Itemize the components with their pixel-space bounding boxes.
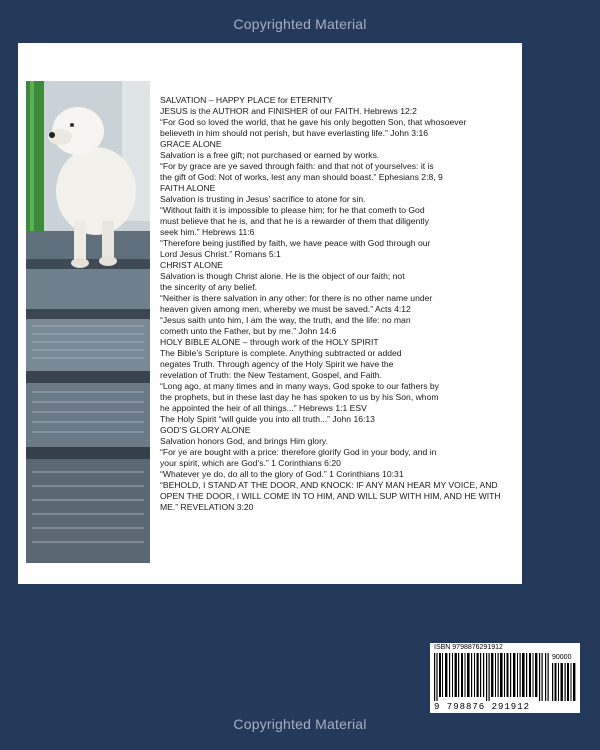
text-line: must believe that he is, and that he is a rewarder of them that diligently [160, 216, 429, 226]
text-line: negates Truth. Through agency of the Holy Spirit we have the [160, 359, 394, 369]
text-line: “Long ago, at many times and in many ways, God spoke to our fathers by [160, 381, 439, 391]
text-line: The Bible’s Scripture is complete. Anything subtracted or added [160, 348, 402, 358]
text-line: “Jesus saith unto him, I am the way, the truth, and the life: no man [160, 315, 411, 325]
text-line: the sincerity of any belief. [160, 282, 257, 292]
text-line: “For God so loved the world, that he gave his only begotten Son, that whosoever [160, 117, 467, 127]
price-barcode-bars [552, 663, 576, 701]
text-line: Salvation is though Christ alone. He is the object of our faith; not [160, 271, 405, 281]
text-line: he appointed the heir of all things...” Hebrews 1:1 ESV [160, 403, 367, 413]
text-line: OPEN THE DOOR, I WILL COME IN TO HIM, AND WILL SUP WITH HIM, AND HE WITH [160, 491, 501, 501]
text-line: revelation of Truth: the New Testament, Gospel, and Faith. [160, 370, 382, 380]
text-line: heaven given among men, whereby we must be saved.” Acts 4:12 [160, 304, 411, 314]
text-line: The Holy Spirit “will guide you into all truth...” John 16:13 [160, 414, 375, 424]
watermark-top: Copyrighted Material [233, 16, 367, 32]
text-line: FAITH ALONE [160, 183, 216, 193]
text-line: “For ye are bought with a price: therefore glorify God in your body, and in [160, 447, 437, 457]
text-line: “Neither is there salvation in any other: for there is no other name under [160, 293, 433, 303]
dog-on-stairs-photo [26, 81, 150, 563]
text-line: “BEHOLD, I STAND AT THE DOOR, AND KNOCK: IF ANY MAN HEAR MY VOICE, AND [160, 480, 498, 490]
barcode-bars [434, 653, 550, 701]
text-line: CHRIST ALONE [160, 260, 223, 270]
barcode-number: 9 798876 291912 [434, 702, 531, 712]
text-line: the prophets, but in these last day he has spoken to us by his Son, whom [160, 392, 439, 402]
text-line: GRACE ALONE [160, 139, 222, 149]
watermark-bottom: Copyrighted Material [233, 716, 367, 732]
text-line: cometh unto the Father, but by me.” John 14:6 [160, 326, 337, 336]
text-line: GOD’S GLORY ALONE [160, 425, 251, 435]
text-line: Salvation honors God, and brings Him glory. [160, 436, 328, 446]
text-line: SALVATION – HAPPY PLACE for ETERNITY [160, 95, 333, 105]
isbn-label: ISBN 9798876291912 [434, 644, 503, 651]
text-line: “Without faith it is impossible to please him; for he that cometh to God [160, 205, 425, 215]
text-line: seek him.” Hebrews 11:6 [160, 227, 255, 237]
text-line: “For by grace are ye saved through faith: and that not of yourselves: it is [160, 161, 434, 171]
text-line: “Therefore being justified by faith, we have peace with God through our [160, 238, 431, 248]
back-cover-panel [18, 43, 522, 584]
text-line: “Whatever ye do, do all to the glory of God.” 1 Corinthians 10:31 [160, 469, 404, 479]
price-code: 90000 [552, 654, 572, 661]
text-line: the gift of God: Not of works, lest any man should boast.” Ephesians 2:8, 9 [160, 172, 443, 182]
text-line: HOLY BIBLE ALONE – through work of the HOLY SPIRIT [160, 337, 379, 347]
text-line: Salvation is a free gift; not purchased or earned by works. [160, 150, 380, 160]
text-line: believeth in him should not perish, but have everlasting life.” John 3:16 [160, 128, 429, 138]
text-line: your spirit, which are God’s.” 1 Corinthians 6:20 [160, 458, 341, 468]
text-line: Salvation is trusting in Jesus’ sacrifice to atone for sin. [160, 194, 366, 204]
text-line: JESUS is the AUTHOR and FINISHER of our FAITH. Hebrews 12:2 [160, 106, 417, 116]
barcode [430, 643, 580, 713]
text-line: ME.” REVELATION 3:20 [160, 502, 254, 512]
text-line: Lord Jesus Christ.” Romans 5:1 [160, 249, 281, 259]
back-cover-text [160, 95, 520, 513]
